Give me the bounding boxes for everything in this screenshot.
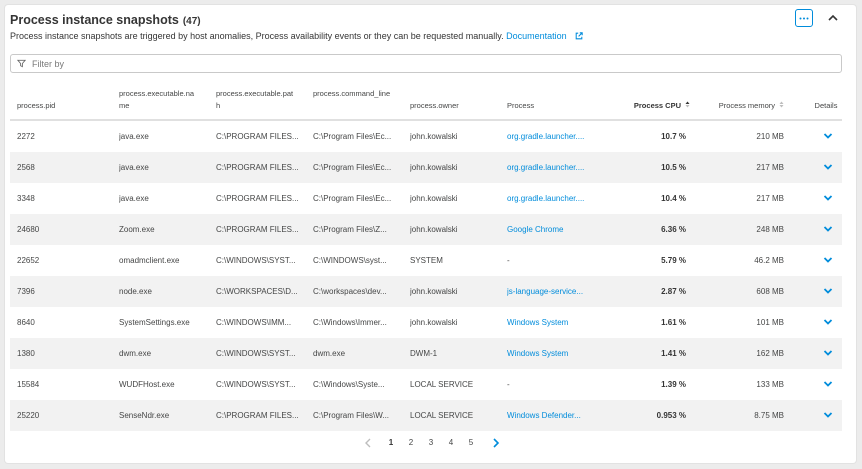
chevron-down-icon[interactable]: [823, 194, 833, 202]
table-row[interactable]: [10, 121, 842, 152]
page-1-button[interactable]: 1: [388, 438, 394, 447]
cell-process[interactable]: org.gradle.launcher....: [507, 163, 585, 172]
cell-process-cpu: 10.4 %: [661, 194, 686, 203]
table-body: [10, 121, 842, 431]
cell-executable-name: dwm.exe: [119, 349, 152, 358]
snapshots-table: [10, 80, 842, 431]
filter-icon: [17, 59, 26, 68]
cell-process-memory: 608 MB: [756, 287, 784, 296]
cell-executable-path: C:\PROGRAM FILES...: [216, 225, 299, 234]
documentation-link[interactable]: Documentation: [506, 31, 567, 41]
page-2-button[interactable]: 2: [408, 438, 414, 447]
table-header: [10, 80, 842, 121]
chevron-left-icon[interactable]: [364, 438, 372, 448]
chevron-up-icon[interactable]: [827, 13, 839, 23]
chevron-down-icon[interactable]: [823, 318, 833, 326]
cell-process-cpu: 1.39 %: [661, 380, 686, 389]
chevron-down-icon[interactable]: [823, 256, 833, 264]
cell-process: -: [507, 380, 510, 389]
chevron-down-icon[interactable]: [823, 132, 833, 140]
cell-owner: john.kowalski: [410, 132, 458, 141]
cell-owner: LOCAL SERVICE: [410, 380, 474, 389]
cell-command-line: dwm.exe: [313, 349, 346, 358]
column-header-details: Details: [814, 101, 838, 110]
cell-command-line: C:\Program Files\Ec...: [313, 132, 392, 141]
table-row[interactable]: [10, 400, 842, 431]
column-header-owner[interactable]: process.owner: [410, 101, 459, 110]
more-options-icon: [799, 17, 809, 20]
panel-description: [10, 31, 583, 41]
cell-owner: LOCAL SERVICE: [410, 411, 474, 420]
process-cpu-label: Process CPU: [633, 101, 681, 110]
cell-process-memory: 210 MB: [756, 132, 784, 141]
cell-process: -: [507, 256, 510, 265]
cell-executable-path: C:\PROGRAM FILES...: [216, 163, 299, 172]
cell-process-cpu: 10.7 %: [661, 132, 686, 141]
cell-executable-name: SenseNdr.exe: [119, 411, 170, 420]
cell-process[interactable]: org.gradle.launcher....: [507, 194, 585, 203]
cell-command-line: C:\Windows\Syste...: [313, 380, 385, 389]
cell-executable-name: omadmclient.exe: [119, 256, 180, 265]
cell-process[interactable]: js-language-service...: [507, 287, 584, 296]
cell-pid: 25220: [17, 411, 40, 420]
cell-command-line: C:\WINDOWS\syst...: [313, 256, 387, 265]
cell-executable-name: java.exe: [119, 132, 149, 141]
process-memory-label: Process memory: [718, 101, 775, 110]
table-row[interactable]: [10, 338, 842, 369]
snapshot-count: (47): [182, 16, 201, 27]
cell-command-line: C:\Program Files\Ec...: [313, 163, 392, 172]
cell-executable-name: Zoom.exe: [119, 225, 155, 234]
cell-process-memory: 133 MB: [756, 380, 784, 389]
cell-executable-path: C:\PROGRAM FILES...: [216, 194, 299, 203]
cell-process-cpu: 6.36 %: [661, 225, 686, 234]
cell-executable-path: C:\PROGRAM FILES...: [216, 132, 299, 141]
filter-input[interactable]: [32, 59, 812, 69]
table-row[interactable]: [10, 183, 842, 214]
cell-process-memory: 8.75 MB: [754, 411, 784, 420]
table-row[interactable]: [10, 369, 842, 400]
chevron-down-icon[interactable]: [823, 225, 833, 233]
cell-executable-name: WUDFHost.exe: [119, 380, 175, 389]
cell-executable-path: C:\WINDOWS\SYST...: [216, 349, 296, 358]
cell-executable-name: java.exe: [119, 163, 149, 172]
cell-executable-path: C:\WORKSPACES\D...: [216, 287, 298, 296]
cell-owner: john.kowalski: [410, 194, 458, 203]
cell-process-cpu: 2.87 %: [661, 287, 686, 296]
column-header-process-cpu[interactable]: [600, 100, 690, 112]
pagination: [0, 436, 862, 450]
column-header-process[interactable]: Process: [507, 101, 535, 110]
column-header-command-line[interactable]: process.command_line: [313, 89, 391, 98]
sort-indicator-icon: [685, 101, 690, 108]
cell-command-line: C:\Program Files\Ec...: [313, 194, 392, 203]
cell-command-line: C:\Program Files\W...: [313, 411, 390, 420]
cell-process-memory: 162 MB: [756, 349, 784, 358]
cell-executable-path: C:\WINDOWS\IMM...: [216, 318, 292, 327]
table-row[interactable]: [10, 214, 842, 245]
column-header-pid[interactable]: process.pid: [17, 101, 56, 110]
table-row[interactable]: [10, 307, 842, 338]
page-3-button[interactable]: 3: [428, 438, 434, 447]
cell-owner: john.kowalski: [410, 318, 458, 327]
panel-title: Process instance snapshots: [10, 13, 179, 27]
cell-process[interactable]: Windows Defender...: [507, 411, 581, 420]
chevron-down-icon[interactable]: [823, 163, 833, 171]
cell-executable-path: C:\WINDOWS\SYST...: [216, 256, 296, 265]
cell-executable-path: C:\WINDOWS\SYST...: [216, 380, 296, 389]
sort-indicator-icon: [779, 101, 784, 108]
cell-process-cpu: 1.41 %: [661, 349, 686, 358]
cell-process[interactable]: Windows System: [507, 349, 569, 358]
cell-pid: 1380: [17, 349, 35, 358]
cell-process[interactable]: Windows System: [507, 318, 569, 327]
cell-owner: john.kowalski: [410, 287, 458, 296]
table-row[interactable]: [10, 245, 842, 276]
cell-pid: 3348: [17, 194, 35, 203]
page-5-button[interactable]: 5: [468, 438, 474, 447]
cell-process-memory: 217 MB: [756, 194, 784, 203]
cell-owner: john.kowalski: [410, 225, 458, 234]
cell-command-line: C:\Program Files\Z...: [313, 225, 387, 234]
cell-command-line: C:\workspaces\dev...: [313, 287, 387, 296]
cell-executable-path: C:\PROGRAM FILES...: [216, 411, 299, 420]
panel-header: [10, 13, 201, 27]
cell-process-cpu: 1.61 %: [661, 318, 686, 327]
cell-pid: 24680: [17, 225, 40, 234]
table-row[interactable]: [10, 276, 842, 307]
cell-executable-name: java.exe: [119, 194, 149, 203]
description-text: Process instance snapshots are triggered by host anomalies, Process availability events or they can be requested manually.: [10, 31, 504, 41]
cell-pid: 15584: [17, 380, 40, 389]
cell-executable-name: node.exe: [119, 287, 152, 296]
cell-pid: 2272: [17, 132, 35, 141]
cell-process-memory: 46.2 MB: [754, 256, 784, 265]
cell-owner: SYSTEM: [410, 256, 443, 265]
chevron-down-icon[interactable]: [823, 349, 833, 357]
cell-process-cpu: 10.5 %: [661, 163, 686, 172]
chevron-right-icon[interactable]: [492, 438, 500, 448]
cell-process[interactable]: Google Chrome: [507, 225, 564, 234]
cell-owner: john.kowalski: [410, 163, 458, 172]
cell-pid: 8640: [17, 318, 35, 327]
column-header-executable-path[interactable]: process.executable.path: [216, 89, 294, 110]
cell-process-memory: 217 MB: [756, 163, 784, 172]
chevron-down-icon[interactable]: [823, 411, 833, 419]
filter-field[interactable]: [10, 54, 842, 73]
cell-command-line: C:\Windows\Immer...: [313, 318, 387, 327]
cell-process-memory: 101 MB: [756, 318, 784, 327]
cell-process-memory: 248 MB: [756, 225, 784, 234]
cell-executable-name: SystemSettings.exe: [119, 318, 190, 327]
cell-process-cpu: 5.79 %: [661, 256, 686, 265]
cell-process-cpu: 0.953 %: [656, 411, 686, 420]
chevron-down-icon[interactable]: [823, 287, 833, 295]
external-link-icon[interactable]: [575, 32, 583, 40]
table-row[interactable]: [10, 152, 842, 183]
cell-process[interactable]: org.gradle.launcher....: [507, 132, 585, 141]
column-header-process-memory[interactable]: [700, 100, 784, 112]
chevron-down-icon[interactable]: [823, 380, 833, 388]
cell-owner: DWM-1: [410, 349, 438, 358]
cell-pid: 7396: [17, 287, 35, 296]
cell-pid: 22652: [17, 256, 40, 265]
cell-pid: 2568: [17, 163, 35, 172]
column-header-executable-name[interactable]: process.executable.name: [119, 89, 195, 110]
more-options-button[interactable]: [795, 9, 813, 27]
page-4-button[interactable]: 4: [448, 438, 454, 447]
